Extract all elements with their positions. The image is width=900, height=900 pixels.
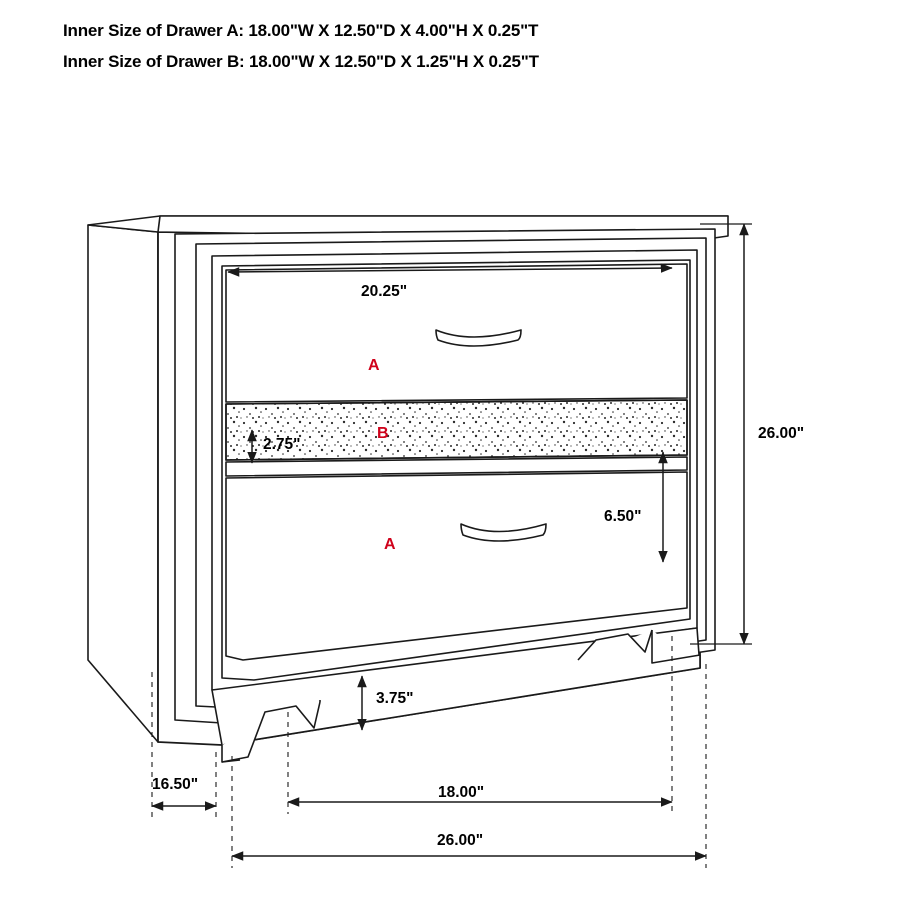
dim-depth: 16.50" — [152, 776, 199, 793]
dim-leg-clearance: 3.75" — [376, 690, 414, 707]
dim-overall-height: 26.00" — [758, 425, 805, 442]
dim-inner-width: 18.00" — [438, 784, 485, 801]
cabinet-body — [88, 216, 728, 762]
label-drawer-b: B — [377, 425, 389, 442]
dim-drawer-b-height: 2.75" — [263, 436, 301, 453]
dim-drawer-width-top: 20.25" — [361, 283, 408, 300]
dim-lower-drawer-height: 6.50" — [604, 508, 642, 525]
label-drawer-a-top: A — [368, 357, 380, 374]
label-drawer-a-bottom: A — [384, 536, 396, 553]
note-drawer-b: Inner Size of Drawer B: 18.00"W X 12.50"D X 1.25"H X 0.25"T — [63, 52, 539, 71]
note-drawer-a: Inner Size of Drawer A: 18.00"W X 12.50"D X 4.00"H X 0.25"T — [63, 21, 539, 40]
dim-overall-width: 26.00" — [437, 832, 484, 849]
